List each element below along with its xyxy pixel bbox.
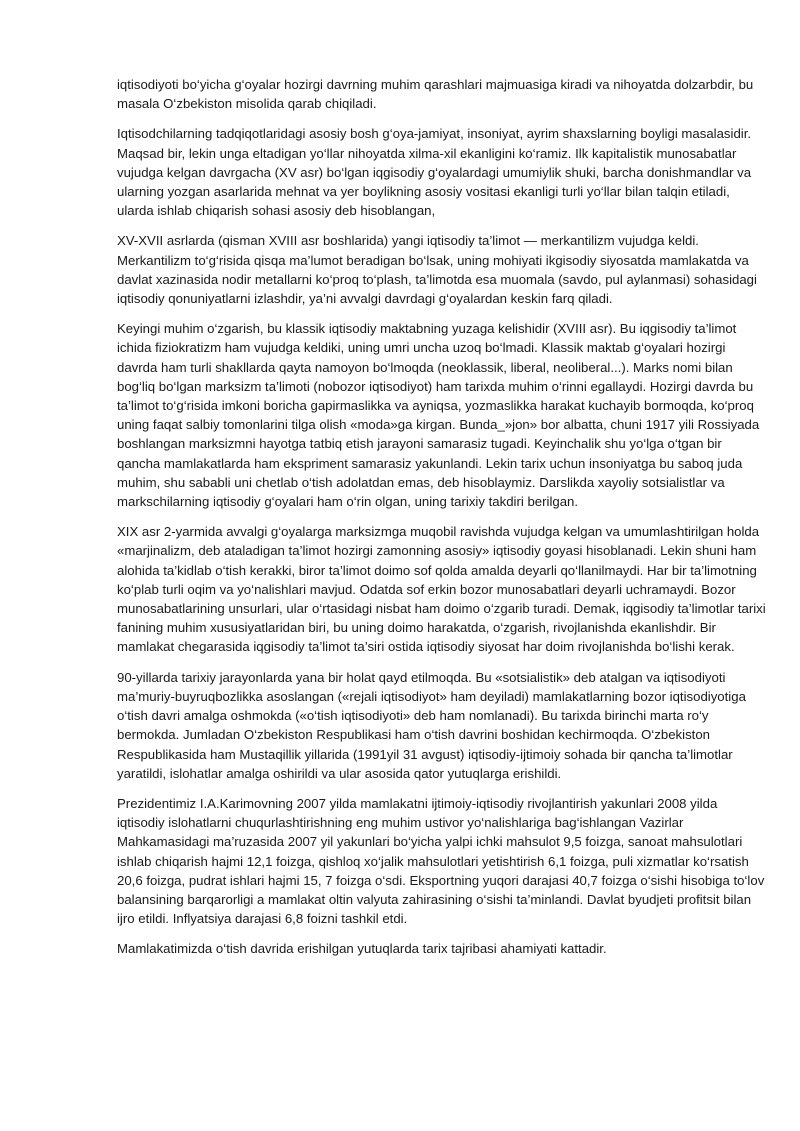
paragraph-president-report: Prezidentimiz I.A.Karimovning 2007 yilda mamlakatni ijtimoiy-iqtisodiy rivojlantirish yakunlari 2008 yilda iqtisodiy islohatlarni chuqurlashtirishning eng muhim ustivor yo‘nalishlariga bag‘ishlangan Vazirlar Mahkamasidagi ma’ruzasida 2007 yil yakunlari bo‘yicha yalpi ichki mahsulot 9,5 foizga, sanoat mahsulotlari ishlab chiqarish hajmi 12,1 foizga, qishloq xo‘jalik mahsulotlari yetishtirish 6,1 foizga, puli xizmatlar ko‘rsatish 20,6 foizga, pudrat ishlari hajmi 15, 7 foizga o‘sdi. Eksportning yuqori darajasi 40,7 foizga o‘sishi hisobiga to‘lov balansining barqarorligi a mamlakat oltin valyuta zahirasining o‘sishi ta’minlandi. Davlat byudjeti profitsit bilan ijro etildi. Inflyatsiya darajasi 6,8 foizni tashkil etdi. <box>117 795 765 927</box>
paragraph-intro-continuation: iqtisodiyoti bo‘yicha g‘oyalar hozirgi davrning muhim qarashlari majmuasiga kiradi va nihoyatda dolzarbdir, bu masala O‘zbekiston misolida qarab chiqiladi. <box>117 77 754 112</box>
paragraph-economists-research: Iqtisodchilarning tadqiqotlaridagi asosiy bosh g‘oya-jamiyat, insoniyat, ayrim shaxslarning boyligi masalasidir. Maqsad bir, lekin unga eltadigan yo‘llar nihoyatda xilma-xil ekanligini ko‘ramiz. Ilk kapitalistik munosabatlar vujudga kelgan davrgacha (XV asr) bo‘lgan iqgisodiy g‘oyalardagi umumiylik shuki, barcha donishmandlar va ularning yozgan asarlarida mehnat va yer boylikning asosiy vositasi ekanligi turli yo‘llar bilan talqin etiladi, ularda ishlab chiqarish sohasi asosiy deb hisoblangan, <box>117 126 752 219</box>
paragraph-classical-school: Keyingi muhim o‘zgarish, bu klassik iqtisodiy maktabning yuzaga kelishidir (XVIII asr). Bu iqgisodiy ta’limot ichida fiziokratizm ham vujudga keldiki, uning umri uncha uzoq bo‘lmadi. Klassik maktab g‘oyalari hozirgi davrda ham turli shakllarda qayta namoyon bo‘lmoqda (neoklassik, liberal, neoliberal...). Marks nomi bilan bog‘liq bo‘lgan marksizm ta’limoti (nobozor iqtisodiyot) ham tarixda muhim o‘rinni egallaydi. Hozirgi davrda bu ta’limot to‘g‘risida imkoni boricha gapirmaslikka va ayniqsa, yozmaslikka harakat kuchayib bormoqda, ko‘proq uning faqat salbiy tomonlarini tilga olish «moda»ga kirgan. Bunda_»jon» bor albatta, chuni 1917 yili Rossiyada boshlangan marksizmni hayotga tatbiq etish jarayoni samarasiz tugadi. Keyinchalik shu yo‘lga o‘tgan bir qancha mamlakatlarda ham eksprim‍ent samarasiz yakunlandi. Lekin tarix uchun insoniyatga bu saboq juda muhim, shu sababli uni chetlab o‘tish adolatdan emas, deb hisoblaymiz. Darslikda xayoliy sotsialistlar va markschilarning iqtisodiy g‘oyalari ham o‘rin olgan, uning tarixiy takdiri berilgan. <box>117 321 760 510</box>
document-page <box>117 75 767 970</box>
paragraph-transition-economy: 90-yillarda tarixiy jarayonlarda yana bir holat qayd etilmoqda. Bu «sotsialistik» deb atalgan va iqtisodiyoti ma’muriy-buyruqbozlikka asoslangan («rejali iqtisodiyot» ham deyiladi) mamlakatlarning bozor iqtisodiyotiga o‘tish davri amalga oshmokda («o‘tish iqtisodiyoti» deb ham nomlanadi). Bu tarixda birinchi marta ro‘y bermokda. Jumladan O‘zbekiston Respublikasi ham o‘tish davrini boshidan kechirmoqda. O‘zbekiston Respublikasida ham Mustaqillik yillarida (1991yil 31 avgust) iqtisodiy-ijtimoiy sohada bir qancha ta’limotlar yaratildi, islohatlar amalga oshirildi va ular asosida qator yutuqlarga erishildi. <box>117 669 746 781</box>
paragraph-marginalism: XIX asr 2-yarmida avvalgi g‘oyalarga marksizmga muqobil ravishda vujudga kelgan va umumlashtirilgan holda «marjinalizm, deb ataladigan ta’limot hozirgi zamonning asosiy» iqtisodiy goyasi hisoblanadi. Lekin shuni ham alohida ta’kidlab o‘tish kerakki, biror ta’limot doimo sof qolda amalda deyarli qo‘llanilmaydi. Har bir ta’limotning ko‘plab turli oqim va yo‘nalishlari mavjud. Odatda sof erkin bozor munosabatlari deyarli uchramaydi. Bozor munosabatlarining unsurlari, ular o‘rtasidagi nisbat ham doimo o‘zgarib turadi. Demak, iqgisodiy ta’limotlar tarixi fanining muhim xususiyatlaridan biri, bu uning doimo harakatda, o‘zgarish, rivojlanishda ekanlishdir. Bir mamlakat chegarasida iqgisodiy ta’limot ta’siri ostida iqtisodiy siyosat har doim rivojlanishda bo‘lishi kerak. <box>117 524 766 655</box>
paragraph-mercantilism: XV-XVII asrlarda (qisman XVIII asr boshlarida) yangi iqtisodiy ta’limot — merkantilizm vujudga keldi. Merkantilizm to‘g‘risida qisqa ma’lumot beradigan bo‘lsak, uning mohiyati ikgisodiy siyosatda mamlakatda va davlat xazinasida nodir metallarni ko‘proq to‘plash, ta’limotda esa muomala (savdo, pul aylanmasi) sohasidagi iqtisodiy qonuniyatlarni izlashdir, ya’ni avvalgi davrdagi g‘oyalardan keskin farq qiladi. <box>117 233 757 307</box>
paragraph-conclusion: Mamlakatimizda o‘tish davrida erishilgan yutuqlarda tarix tajribasi ahamiyati kattadir. <box>117 941 607 957</box>
